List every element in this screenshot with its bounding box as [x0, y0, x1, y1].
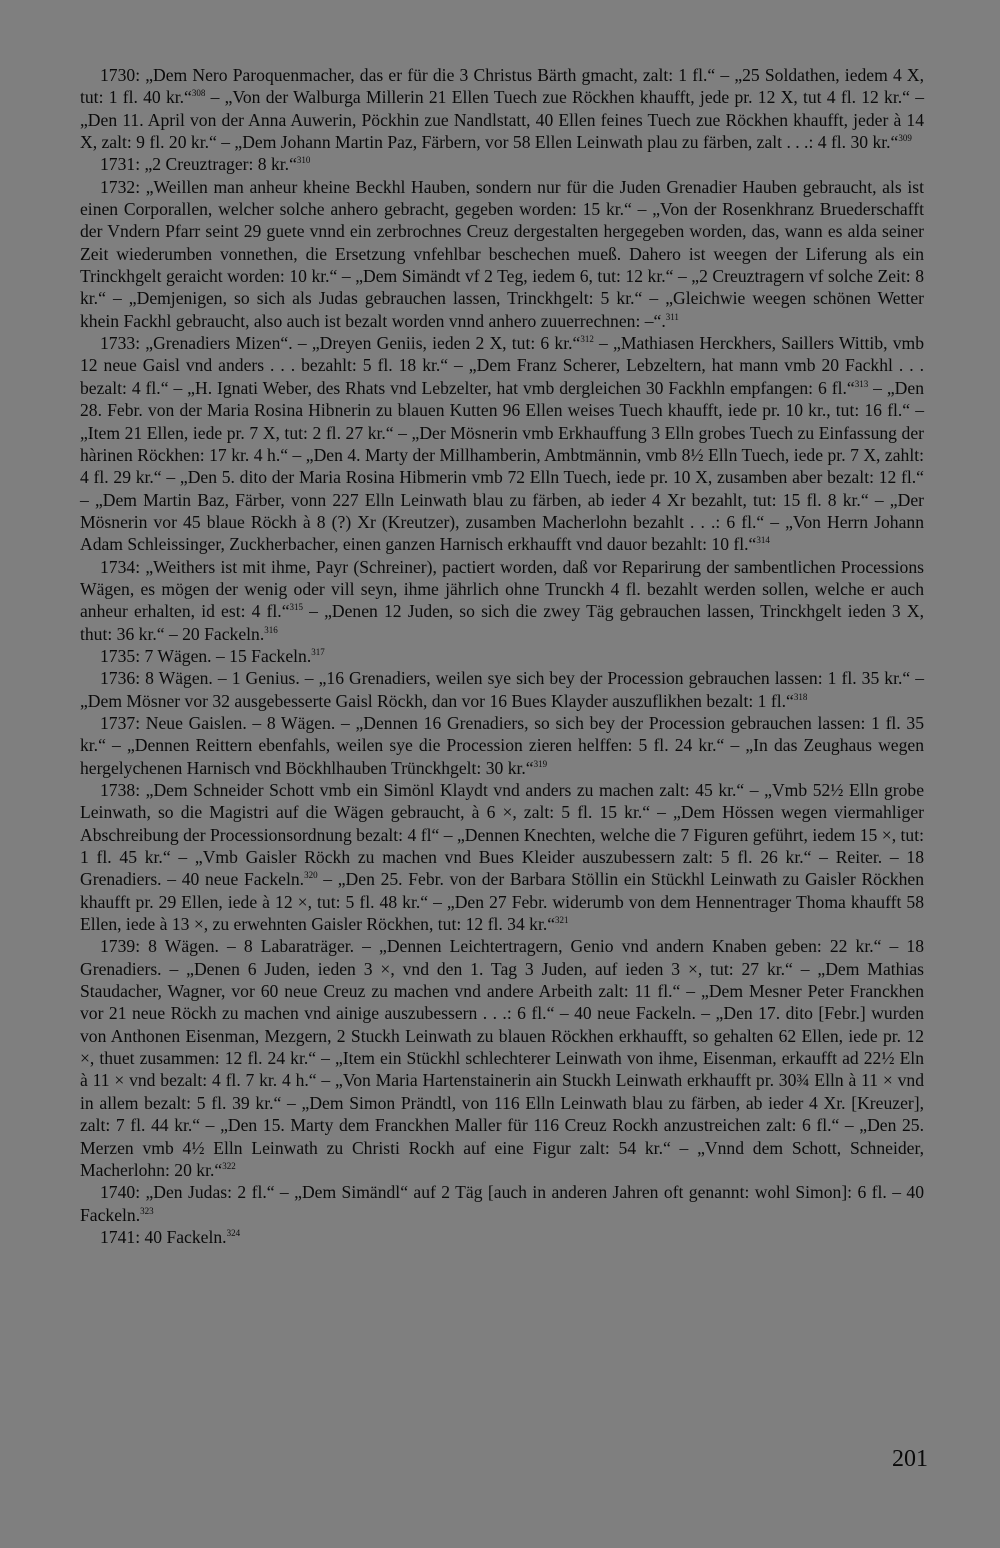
footnote-marker: 313: [854, 378, 869, 389]
paragraph-text: 1732: „Weillen man anheur kheine Beckhl Hauben, sondern nur für die Juden Grenadier Hauben gebraucht, als ist einen Corporallen, welcher solche anhero gebracht, gegeben worden: 15 kr.“ – „Von der Rosenkhranz Bruederschafft der Vndern Pfarr seint 29 guete vnnd ein zerbrochnes Creuz dergestalten hergegeben worden, das, wann es alda seiner Zeit wiederumben vonnethen, die Ersetzung vnfehlbar beschechen mueß. Dahero ist weegen der Liferung als ein Trinckhgelt geraicht worden: 10 kr.“ – „Dem Simändt vf 2 Teg, iedem 6, tut: 12 kr.“ – „2 Creuztragern vf solche Zeit: 8 kr.“ – „Demjenigen, so sich als Judas gebrauchen lassen, Trinckhgelt: 5 kr.“ – „Gleichwie weegen schönen Wetter khein Fackhl gebraucht, also auch ist bezalt worden vnnd anhero zuuerrechnen: –“.: [80, 176, 924, 331]
footnote-marker: 318: [793, 691, 808, 702]
paragraph-11: [80, 1181, 924, 1226]
footnote-marker: 315: [289, 602, 304, 613]
paragraph-text: – „Den 25. Febr. von der Barbara Stöllin ein Stückhl Leinwath zu Gaisler Röckhen khaufft pr. 29 Ellen, iede à 12 ×, tut: 5 fl. 48 kr.“ – „Den 27 Febr. widerumb von dem Hennentrager Thoma khaufft 58 Ellen, iede à 13 ×, zu erwehnten Gaisler Röckhen, tut: 12 fl. 34 kr.“: [80, 869, 924, 935]
paragraph-text: 1735: 7 Wägen. – 15 Fackeln.: [100, 645, 312, 666]
paragraph-text: 1736: 8 Wägen. – 1 Genius. – „16 Grenadiers, weilen sye sich bey der Procession gebrauchen lassen: 1 fl. 35 kr.“ – „Dem Mösner vor 32 ausgebesserte Gaisl Röckh, dan vor 16 Bues Klayder auszuflikhen bezalt: 1 fl.“: [80, 668, 924, 711]
footnote-marker: 309: [898, 133, 912, 144]
footnote-marker: 324: [226, 1227, 241, 1238]
paragraph-text: – „Denen 12 Juden, so sich die zwey Täg gebrauchen lassen, Trinckhgelt ieden 3 X, thut: 36 kr.“ – 20 Fackeln.: [80, 601, 924, 644]
footnote-marker: 310: [296, 155, 311, 166]
paragraph-text: 1739: 8 Wägen. – 8 Labaraträger. – „Dennen Leichtertragern, Genio vnd andern Knaben geben: 22 kr.“ – 18 Grenadiers. – „Denen 6 Juden, ieden 3 ×, vnd den 1. Tag 3 Juden, auf ieden 3 ×, tut: 27 kr.“ – „Dem Mathias Staudacher, Wagner, vor 60 neue Creuz zu machen vnd andere Arbeith zalt: 11 fl.“ – „Dem Mesner Peter Franckhen vor 21 neue Röckh zu machen vnd ainige auszubessern . . .: 6 fl.“ – 40 neue Fackeln. – „Den 17. dito [Febr.] wurden von Anthonen Eisenman, Mezgern, 2 Stuckh Leinwath zu blauen Röckhen erkhaufft, so gehalten 62 Ellen, iede pr. 12 ×, thuet zusammen: 12 fl. 24 kr.“ – „Item ein Stückhl schlechterer Leinwath von ihme, Eisenman, erkaufft ad 22½ Eln à 11 × vnd bezalt: 4 fl. 7 kr. 4 h.“ – „Von Maria Hartenstainerin ain Stuckh Leinwath erkhaufft pr. 30¾ Elln à 11 × vnd in allem bezalt: 5 fl. 39 kr.“ – „Dem Simon Prändtl, von 116 Elln Leinwath blau zu färben, ab ieder 4 Xr. [Kreuzer], zalt: 7 fl. 44 kr.“ – „Den 15. Marty dem Franckhen Maller für 116 Creuz Rockh anzustreichen zalt: 6 fl.“ – „Den 25. Merzen vmb 4½ Elln Leinwath zu Christi Rockh auf eine Figur zalt: 54 kr.“ – „Vnnd dem Schott, Schneider, Macherlohn: 20 kr.“: [80, 936, 924, 1180]
paragraph-text: 1737: Neue Gaislen. – 8 Wägen. – „Dennen 16 Grenadiers, so sich bey der Procession gebrauchen lassen: 1 fl. 35 kr.“ – „Dennen Reittern ebenfahls, weilen sye die Procession zieren helffen: 5 fl. 24 kr.“ – „In das Zeughaus wegen hergelychenen Harnisch vnd Böckhlhauben Trünckhgelt: 30 kr.“: [80, 712, 924, 778]
paragraph-text: 1731: „2 Creuztrager: 8 kr.“: [100, 154, 297, 175]
paragraph-text: – „Mathiasen Herckhers, Saillers Wittib, vmb 12 neue Gaisl vnd anders . . . bezahlt: 5 fl. 18 kr.“ – „Dem Franz Scherer, Lebzeltern, hat mann vmb 20 Fackhl . . . bezalt: 4 fl.“ – „H. Ignati Weber, des Rhats vnd Lebzelter, hat vmb dergleichen 30 Fackhln empfangen: 6 fl.“: [80, 333, 924, 398]
paragraph-text: 1733: „Grenadiers Mizen“. – „Dreyen Geniis, ieden 2 X, tut: 6 kr.“: [100, 333, 581, 354]
footnote-marker: 311: [665, 311, 679, 322]
paragraph-text: 1741: 40 Fackeln.: [100, 1226, 227, 1247]
page-number: 201: [892, 1446, 928, 1472]
page-body: [80, 64, 924, 1248]
paragraph-12: [80, 1226, 924, 1248]
footnote-marker: 320: [304, 870, 318, 881]
paragraph-4: [80, 332, 924, 555]
footnote-marker: 322: [222, 1160, 236, 1171]
footnote-marker: 316: [264, 624, 278, 635]
paragraph-7: [80, 667, 924, 712]
paragraph-9: [80, 779, 924, 935]
paragraph-1: [80, 64, 924, 153]
paragraph-text: 1740: „Den Judas: 2 fl.“ – „Dem Simändl“ auf 2 Täg [auch in anderen Jahren oft genannt: wohl Simon]: 6 fl. – 40 Fackeln.: [80, 1182, 924, 1225]
footnote-marker: 312: [580, 334, 594, 345]
paragraph-8: [80, 712, 924, 779]
paragraph-10: [80, 935, 924, 1181]
footnote-marker: 308: [191, 88, 206, 99]
paragraph-6: [80, 645, 924, 667]
footnote-marker: 323: [140, 1205, 154, 1216]
footnote-marker: 321: [555, 915, 569, 926]
footnote-marker: 314: [756, 535, 770, 546]
paragraph-2: [80, 153, 924, 175]
footnote-marker: 319: [533, 758, 548, 769]
paragraph-3: [80, 176, 924, 332]
paragraph-text: – „Von der Walburga Millerin 21 Ellen Tuech zue Röckhen khaufft, jede pr. 12 X, tut 4 fl. 12 kr.“ – „Den 11. April von der Anna Auwerin, Pöckhin zue Nandlstatt, 40 Ellen feines Tuech zue Röckhen khaufft, jeder à 14 X, zalt: 9 fl. 20 kr.“ – „Dem Johann Martin Paz, Färbern, vor 58 Ellen Leinwath plau zu färben, zalt . . .: 4 fl. 30 kr.“: [80, 87, 924, 153]
paragraph-text: 1734: „Weithers ist mit ihme, Payr (Schreiner), pactiert worden, daß vor Reparirung der sambentlichen Processions Wägen, es mögen der wenig oder vill seyn, ihme jährlich ohne Trunckh 4 fl. bezahlt werden sollen, welche er auch anheur erhalten, id est: 4 fl.“: [80, 556, 924, 622]
footnote-marker: 317: [311, 646, 325, 657]
paragraph-text: 1730: „Dem Nero Paroquenmacher, das er für die 3 Christus Bärth gmacht, zalt: 1 fl.“ – „25 Soldathen, iedem 4 X, tut: 1 fl. 40 kr.“: [80, 65, 924, 108]
paragraph-text: – „Den 28. Febr. von der Maria Rosina Hibnerin zu blauen Kutten 96 Ellen weises Tuech khaufft, iede pr. 10 kr., tut: 16 fl.“ – „Item 21 Ellen, iede pr. 7 X, tut: 2 fl. 27 kr.“ – „Der Mösnerin vmb Erkhauffung 3 Elln grobes Tuech zu Einfassung der hàrinen Röckhen: 17 kr. 4 h.“ – „Den 4. Marty der Millhamberin, Ambtmännin, vmb 8½ Elln Tuech, iede pr. 7 X, zahlt: 4 fl. 29 kr.“ – „Den 5. dito der Maria Rosina Hibmerin vmb 72 Elln Tuech, iede pr. 10 X, zusamben aber bezalt: 12 fl.“ – „Dem Martin Baz, Färber, vonn 227 Elln Leinwath blau zu färben, ab ieder 4 Xr bezahlt, tut: 15 fl. 8 kr.“ – „Der Mösnerin vor 45 blaue Röckh à 8 (?) Xr (Kreutzer), zusamben Macherlohn bezahlt . . .: 6 fl.“ – „Von Herrn Johann Adam Schleissinger, Zuckherbacher, einen ganzen Harnisch erkhaufft vnd dauor bezahlt: 10 fl.“: [80, 377, 924, 555]
paragraph-text: 1738: „Dem Schneider Schott vmb ein Simönl Klaydt vnd anders zu machen zalt: 45 kr.“ – „Vmb 52½ Elln grobe Leinwath, so die Magistri auf die Wägen gebraucht, à 6 ×, zalt: 5 fl. 15 kr.“ – „Dem Hössen wegen viermahliger Abschreibung der Processionsordnung bezalt: 4 fl“ – „Dennen Knechten, welche die 7 Figuren geführt, iedem 15 ×, tut: 1 fl. 45 kr.“ – „Vmb Gaisler Röckh zu machen vnd Bues Kleider auszubessern zalt: 5 fl. 26 kr.“ – Reiter. – 18 Grenadiers. – 40 neue Fackeln.: [80, 780, 924, 890]
paragraph-5: [80, 556, 924, 645]
